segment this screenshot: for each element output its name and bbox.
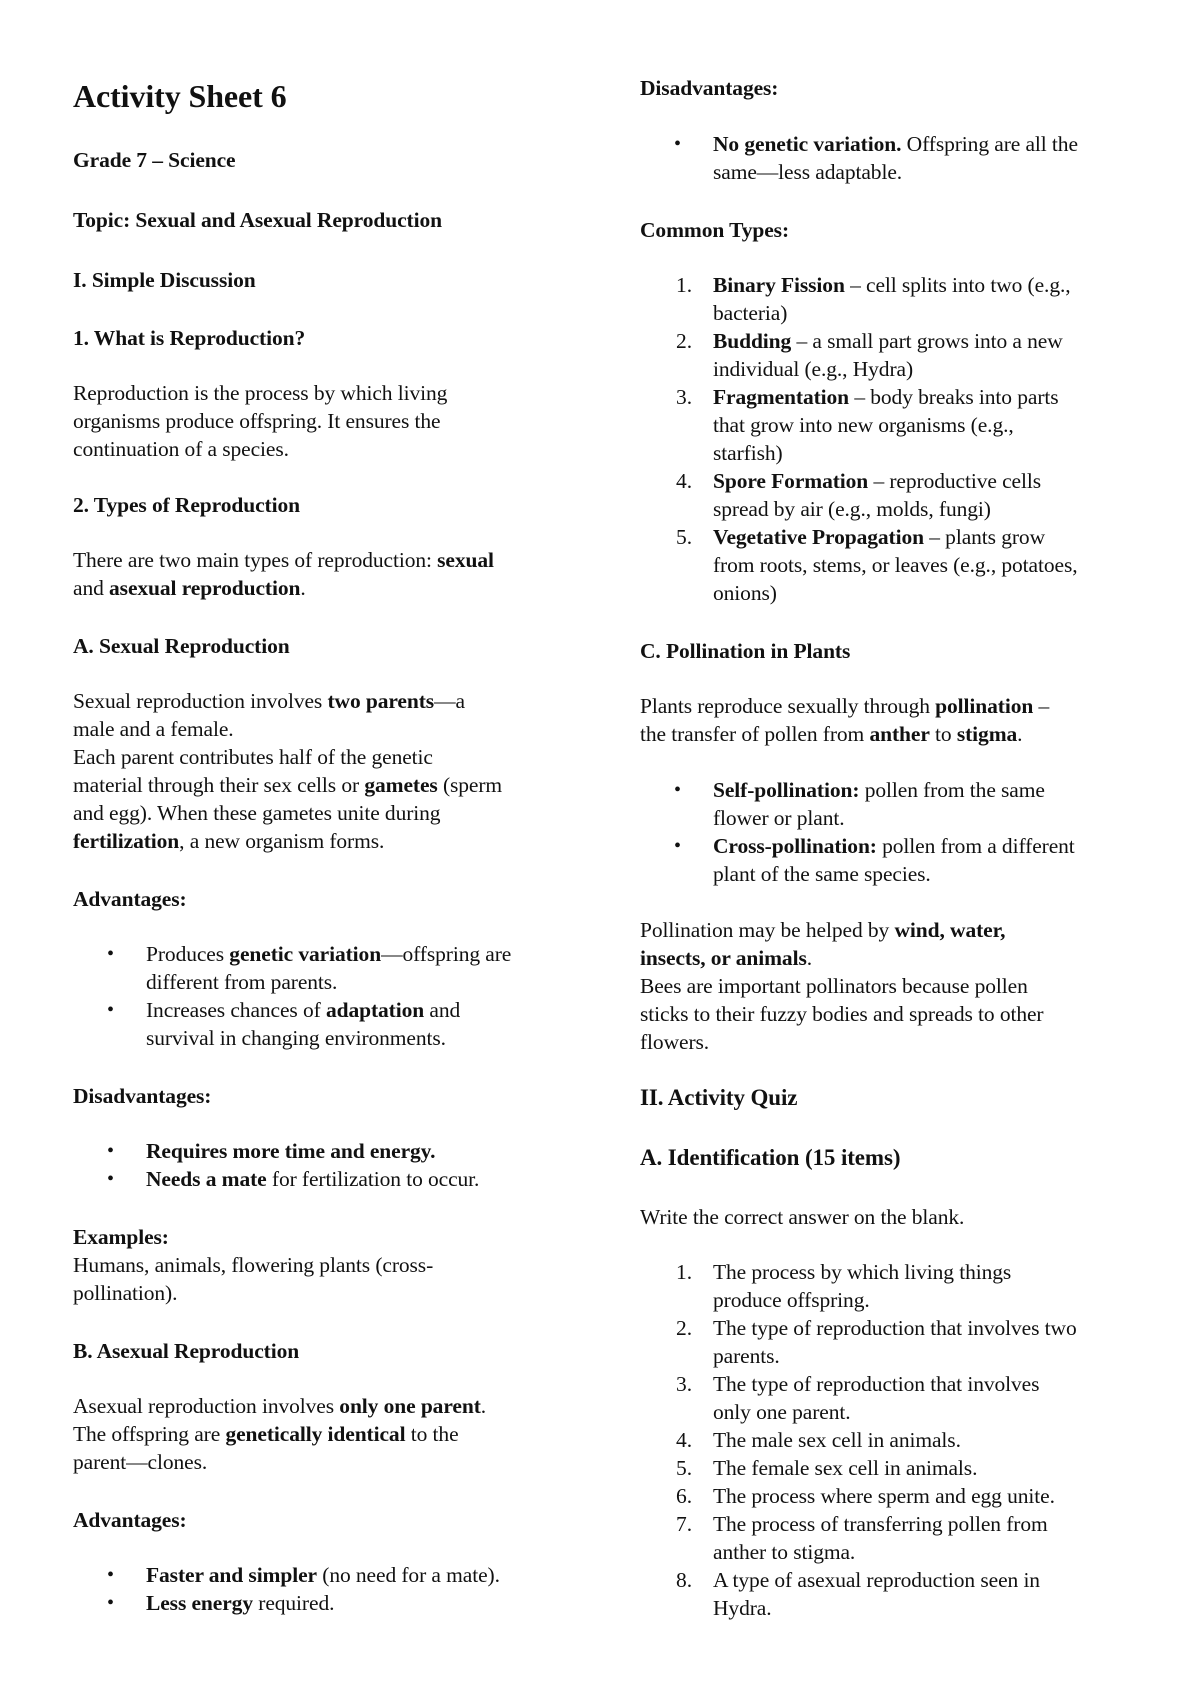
asexual-disadvantages-heading: Disadvantages:: [640, 76, 779, 100]
quiz-heading: II. Activity Quiz: [640, 1085, 798, 1110]
page-title: Activity Sheet 6: [73, 78, 287, 114]
sexual-heading: A. Sexual Reproduction: [73, 634, 290, 658]
list-item: Vegetative Propagation – plants grow: [713, 525, 1046, 549]
quiz-item: A type of asexual reproduction seen in: [713, 1568, 1040, 1592]
asexual-heading: B. Asexual Reproduction: [73, 1339, 300, 1363]
list-item: Budding – a small part grows into a new: [713, 329, 1063, 353]
quiz-item: The type of reproduction that involves: [713, 1372, 1040, 1396]
bullet-icon: •: [674, 779, 682, 801]
quiz-item: The process where sperm and egg unite.: [713, 1484, 1055, 1508]
pollination-para-line: insects, or animals.: [640, 946, 813, 970]
sexual-para-line: Sexual reproduction involves two parents—a: [73, 689, 465, 713]
bullet-icon: •: [107, 943, 115, 965]
list-number: 3.: [676, 1372, 693, 1396]
list-item-cont: that grow into new organisms (e.g.,: [713, 413, 1014, 437]
section-heading-discussion: I. Simple Discussion: [73, 268, 256, 292]
list-number: 2.: [676, 329, 693, 353]
list-item-cont: flower or plant.: [713, 806, 845, 830]
quiz-instruction: Write the correct answer on the blank.: [640, 1205, 965, 1229]
list-number: 5.: [676, 525, 693, 549]
list-item: Cross-pollination: pollen from a different: [713, 834, 1075, 858]
list-number: 2.: [676, 1316, 693, 1340]
grade-label: Grade 7 – Science: [73, 148, 236, 172]
pollination-para-line: flowers.: [640, 1030, 710, 1054]
common-types-heading: Common Types:: [640, 218, 790, 242]
list-item: Increases chances of adaptation and: [146, 998, 461, 1022]
list-item: Faster and simpler (no need for a mate).: [146, 1563, 500, 1587]
list-item-cont: individual (e.g., Hydra): [713, 357, 914, 381]
topic-label: Topic: Sexual and Asexual Reproduction: [73, 208, 442, 232]
bullet-icon: •: [107, 1592, 115, 1614]
sexual-para-line: fertilization, a new organism forms.: [73, 829, 385, 853]
quiz-item-cont: produce offspring.: [713, 1288, 870, 1312]
list-item-cont: from roots, stems, or leaves (e.g., potatoes,: [713, 553, 1078, 577]
examples-heading: Examples:: [73, 1225, 169, 1249]
list-number: 7.: [676, 1512, 693, 1536]
list-number: 5.: [676, 1456, 693, 1480]
sexual-disadvantages-heading: Disadvantages:: [73, 1084, 212, 1108]
examples-line: Humans, animals, flowering plants (cross-: [73, 1253, 434, 1277]
q1-heading: 1. What is Reproduction?: [73, 326, 306, 350]
q2-line: and asexual reproduction.: [73, 576, 306, 600]
q1-line: organisms produce offspring. It ensures the: [73, 409, 441, 433]
list-number: 1.: [676, 1260, 693, 1284]
pollination-para-line: sticks to their fuzzy bodies and spreads to other: [640, 1002, 1044, 1026]
bullet-icon: •: [107, 1564, 115, 1586]
q2-line: There are two main types of reproduction: sexual: [73, 548, 494, 572]
list-item: No genetic variation. Offspring are all the: [713, 132, 1078, 156]
asexual-advantages-heading: Advantages:: [73, 1508, 187, 1532]
quiz-item-cont: Hydra.: [713, 1596, 772, 1620]
quiz-item: The process by which living things: [713, 1260, 1012, 1284]
bullet-icon: •: [674, 835, 682, 857]
list-number: 3.: [676, 385, 693, 409]
bullet-icon: •: [107, 1140, 115, 1162]
q2-heading: 2. Types of Reproduction: [73, 493, 300, 517]
quiz-item-cont: only one parent.: [713, 1400, 851, 1424]
pollination-para-line: Bees are important pollinators because pollen: [640, 974, 1028, 998]
list-item-cont: onions): [713, 581, 777, 605]
sexual-para-line: and egg). When these gametes unite during: [73, 801, 441, 825]
list-item: Binary Fission – cell splits into two (e.g.,: [713, 273, 1071, 297]
quiz-item: The female sex cell in animals.: [713, 1456, 978, 1480]
bullet-icon: •: [674, 133, 682, 155]
list-item-cont: plant of the same species.: [713, 862, 931, 886]
q1-line: Reproduction is the process by which living: [73, 381, 448, 405]
list-item: Needs a mate for fertilization to occur.: [146, 1167, 480, 1191]
list-item-cont: same—less adaptable.: [713, 160, 903, 184]
list-number: 4.: [676, 469, 693, 493]
pollination-para-line: the transfer of pollen from anther to stigma.: [640, 722, 1023, 746]
list-item: Fragmentation – body breaks into parts: [713, 385, 1059, 409]
sexual-para-line: material through their sex cells or gametes (sperm: [73, 773, 503, 797]
list-item: Requires more time and energy.: [146, 1139, 436, 1163]
quiz-item-cont: parents.: [713, 1344, 780, 1368]
bullet-icon: •: [107, 999, 115, 1021]
sexual-advantages-heading: Advantages:: [73, 887, 187, 911]
q1-line: continuation of a species.: [73, 437, 289, 461]
asexual-para-line: The offspring are genetically identical to the: [73, 1422, 459, 1446]
pollination-heading: C. Pollination in Plants: [640, 639, 851, 663]
list-number: 8.: [676, 1568, 693, 1592]
list-item-cont: survival in changing environments.: [146, 1026, 446, 1050]
list-number: 6.: [676, 1484, 693, 1508]
quiz-item: The male sex cell in animals.: [713, 1428, 961, 1452]
list-number: 1.: [676, 273, 693, 297]
list-item-cont: spread by air (e.g., molds, fungi): [713, 497, 991, 521]
list-item: Less energy required.: [146, 1591, 335, 1615]
list-item: Spore Formation – reproductive cells: [713, 469, 1041, 493]
list-item-cont: different from parents.: [146, 970, 338, 994]
asexual-para-line: parent—clones.: [73, 1450, 208, 1474]
sexual-para-line: Each parent contributes half of the genetic: [73, 745, 433, 769]
quiz-item: The process of transferring pollen from: [713, 1512, 1048, 1536]
list-item-cont: starfish): [713, 441, 783, 465]
pollination-para-line: Plants reproduce sexually through pollination –: [640, 694, 1050, 718]
list-item: Self-pollination: pollen from the same: [713, 778, 1045, 802]
list-item-cont: bacteria): [713, 301, 788, 325]
asexual-para-line: Asexual reproduction involves only one parent.: [73, 1394, 487, 1418]
quiz-item-cont: anther to stigma.: [713, 1540, 856, 1564]
list-number: 4.: [676, 1428, 693, 1452]
list-item: Produces genetic variation—offspring are: [146, 942, 512, 966]
quiz-item: The type of reproduction that involves two: [713, 1316, 1077, 1340]
sexual-para-line: male and a female.: [73, 717, 234, 741]
examples-line: pollination).: [73, 1281, 178, 1305]
pollination-para-line: Pollination may be helped by wind, water,: [640, 918, 1006, 942]
bullet-icon: •: [107, 1168, 115, 1190]
identification-heading: A. Identification (15 items): [640, 1145, 901, 1170]
